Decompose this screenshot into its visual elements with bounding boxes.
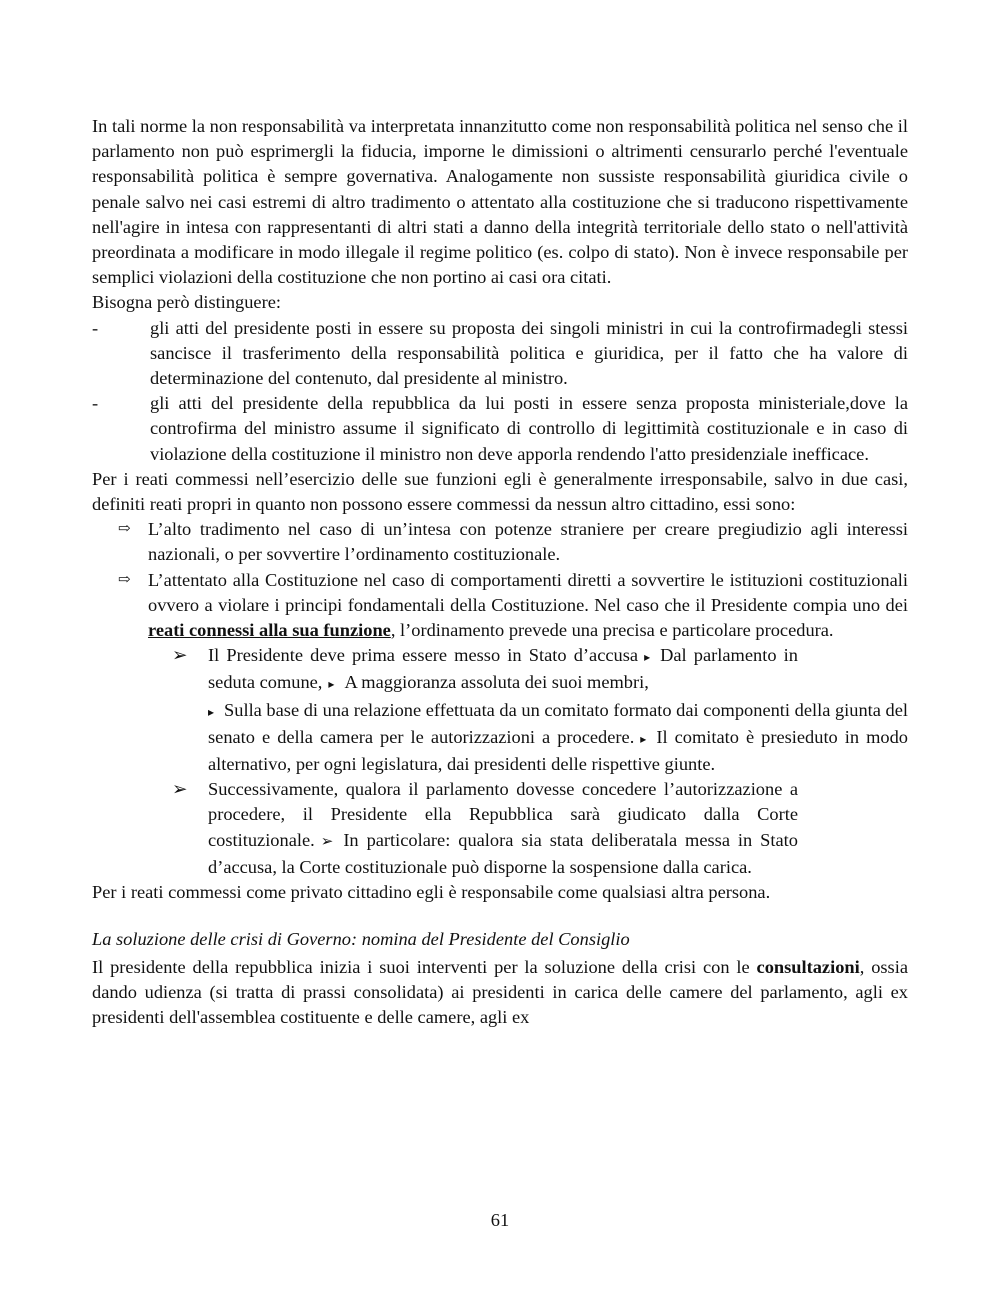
arrow-item-text: L’alto tradimento nel caso di un’intesa con potenze straniere per creare pregiudizio agli interessi nazionali, o per sovvertire l’ordinamento costituzionale. [148,519,908,565]
procedure-bullets-2 [92,777,798,880]
page-number: 61 [490,1210,510,1230]
paragraph-intro: In tali norme la non responsabilità va interpretata innanzitutto come non responsabilità politica nel senso che il parlamento non può esprimergli la fiducia, imporne le dimissioni o altrimenti censurarlo perché l'eventuale responsabilità politica è sempre governativa. Analogamente non sussiste responsabilità giuridica civile o penale salvo nei casi estremi di altro tradimento o attentato alla costituzione che si traducono rispettivamente nell'agire in intesa con rappresentanti di altri stati a danno della integrità territoriale dello stato o nell'attività preordinata a modificare in modo illegale il regime politico (es. colpo di stato). Non è invece responsabile per semplici violazioni della costituzione che non portino ai casi ora citati. [92,116,908,288]
bullet1-text-c: A maggioranza assoluta dei suoi membri, [344,672,649,693]
last-text-b: , ossia dando udienza (si tratta di prassi consolidata) ai presidenti in carica delle camere del parlamento, agli ex presidenti dell'assemblea costituente e delle camere, agli ex [92,956,908,1027]
bullet-item-2 [172,777,798,880]
subitem-text-a: Sulla base di una relazione effettuata da un comitato formato dai componenti della giunta del senato e della camera per le autorizzazioni a procedere. [208,699,908,747]
triangle-right-icon: ▸ [640,731,647,746]
chevron-bullet-icon: ➢ [172,645,188,666]
chevron-bullet-icon: ➢ [320,833,334,850]
arrow-item-text [148,568,908,644]
consultazioni-emphasis: consultazioni [756,956,860,977]
triangle-right-icon: ▸ [208,704,215,719]
section-heading: La soluzione delle crisi di Governo: nomina del Presidente del Consiglio [92,929,630,950]
document-page [92,114,908,1030]
dash-item-text: gli atti del presidente posti in essere su proposta dei singoli ministri in cui la controfirmadegli stessi sancisce il trasferimento della responsabilità politica e giuridica, per il fatto che ha valore di determinazione del contenuto, dal presidente al ministro. [150,317,908,389]
paragraph-reati: Per i reati commessi nell’esercizio delle sue funzioni egli è generalmente irresponsabile, salvo in due casi, definiti reati propri in quanto non possono essere commessi da nessun altro cittadino, essi sono: [92,468,908,515]
dash-marker: - [92,393,99,414]
paragraph-privato: Per i reati commessi come privato cittadino egli è responsabile come qualsiasi altra persona. [92,882,771,903]
subitem-text-b: Il comitato è presieduto in modo alternativo, per ogni legislatura, dai presidenti delle rispettive giunte. [208,726,908,775]
bullet2-text-a: Successivamente, qualora il parlamento dovesse concedere l’autorizzazione a procedere, il Presidente ella Repubblica sarà giudicato dalla Corte costituzionale. [208,779,798,850]
bullet-text [208,777,798,880]
reati-connessi-emphasis: reati connessi alla sua funzione [148,620,391,641]
procedure-bullets [92,643,798,697]
bullet1-text-b: Dal parlamento in seduta comune, [208,645,798,693]
arrow2-text-b: , l’ordinamento prevede una precisa e particolare procedura. [390,620,834,641]
bullet-text [208,643,798,697]
chevron-bullet-icon: ➢ [172,779,188,800]
bullet1-subitem [92,698,908,778]
paragraph-distinguish: Bisogna però distinguere: [92,292,281,313]
bullet-item-1 [172,643,798,697]
dash-marker: - [92,317,99,338]
dash-item-2 [92,391,908,467]
bullet1-text-a: Il Presidente deve prima essere messo in Stato d’accusa [208,645,639,666]
triangle-right-icon: ▸ [644,650,651,665]
arrow2-text-a: L’attentato alla Costituzione nel caso di comportamenti diretti a sovvertire le istituzioni costituzionali ovvero a violare i principi fondamentali della Costituzione. Nel caso che il Presidente compia uno dei [148,569,908,615]
bullet2-text-b: In particolare: qualora sia stata deliberatala messa in Stato d’accusa, la Corte costituzionale può disporne la sospensione dalla carica. [208,829,798,877]
arrow-item-2 [92,568,908,644]
triangle-right-icon: ▸ [328,677,335,692]
arrow-right-icon: ⇨ [118,521,131,538]
last-text-a: Il presidente della repubblica inizia i suoi interventi per la soluzione della crisi con le [92,956,757,977]
dash-item-1 [92,316,908,392]
arrow-item-1 [92,517,908,567]
arrow-right-icon: ⇨ [118,571,131,588]
paragraph-consultazioni [92,955,908,1031]
dash-item-text: gli atti del presidente della repubblica da lui posti in essere senza proposta ministeriale,dove la controfirma del ministro assume il significato di controllo di legittimità costituzionale e in caso di violazione della costituzione il ministro non deve apporla rendendo l'atto presidenziale inefficace. [150,393,908,464]
